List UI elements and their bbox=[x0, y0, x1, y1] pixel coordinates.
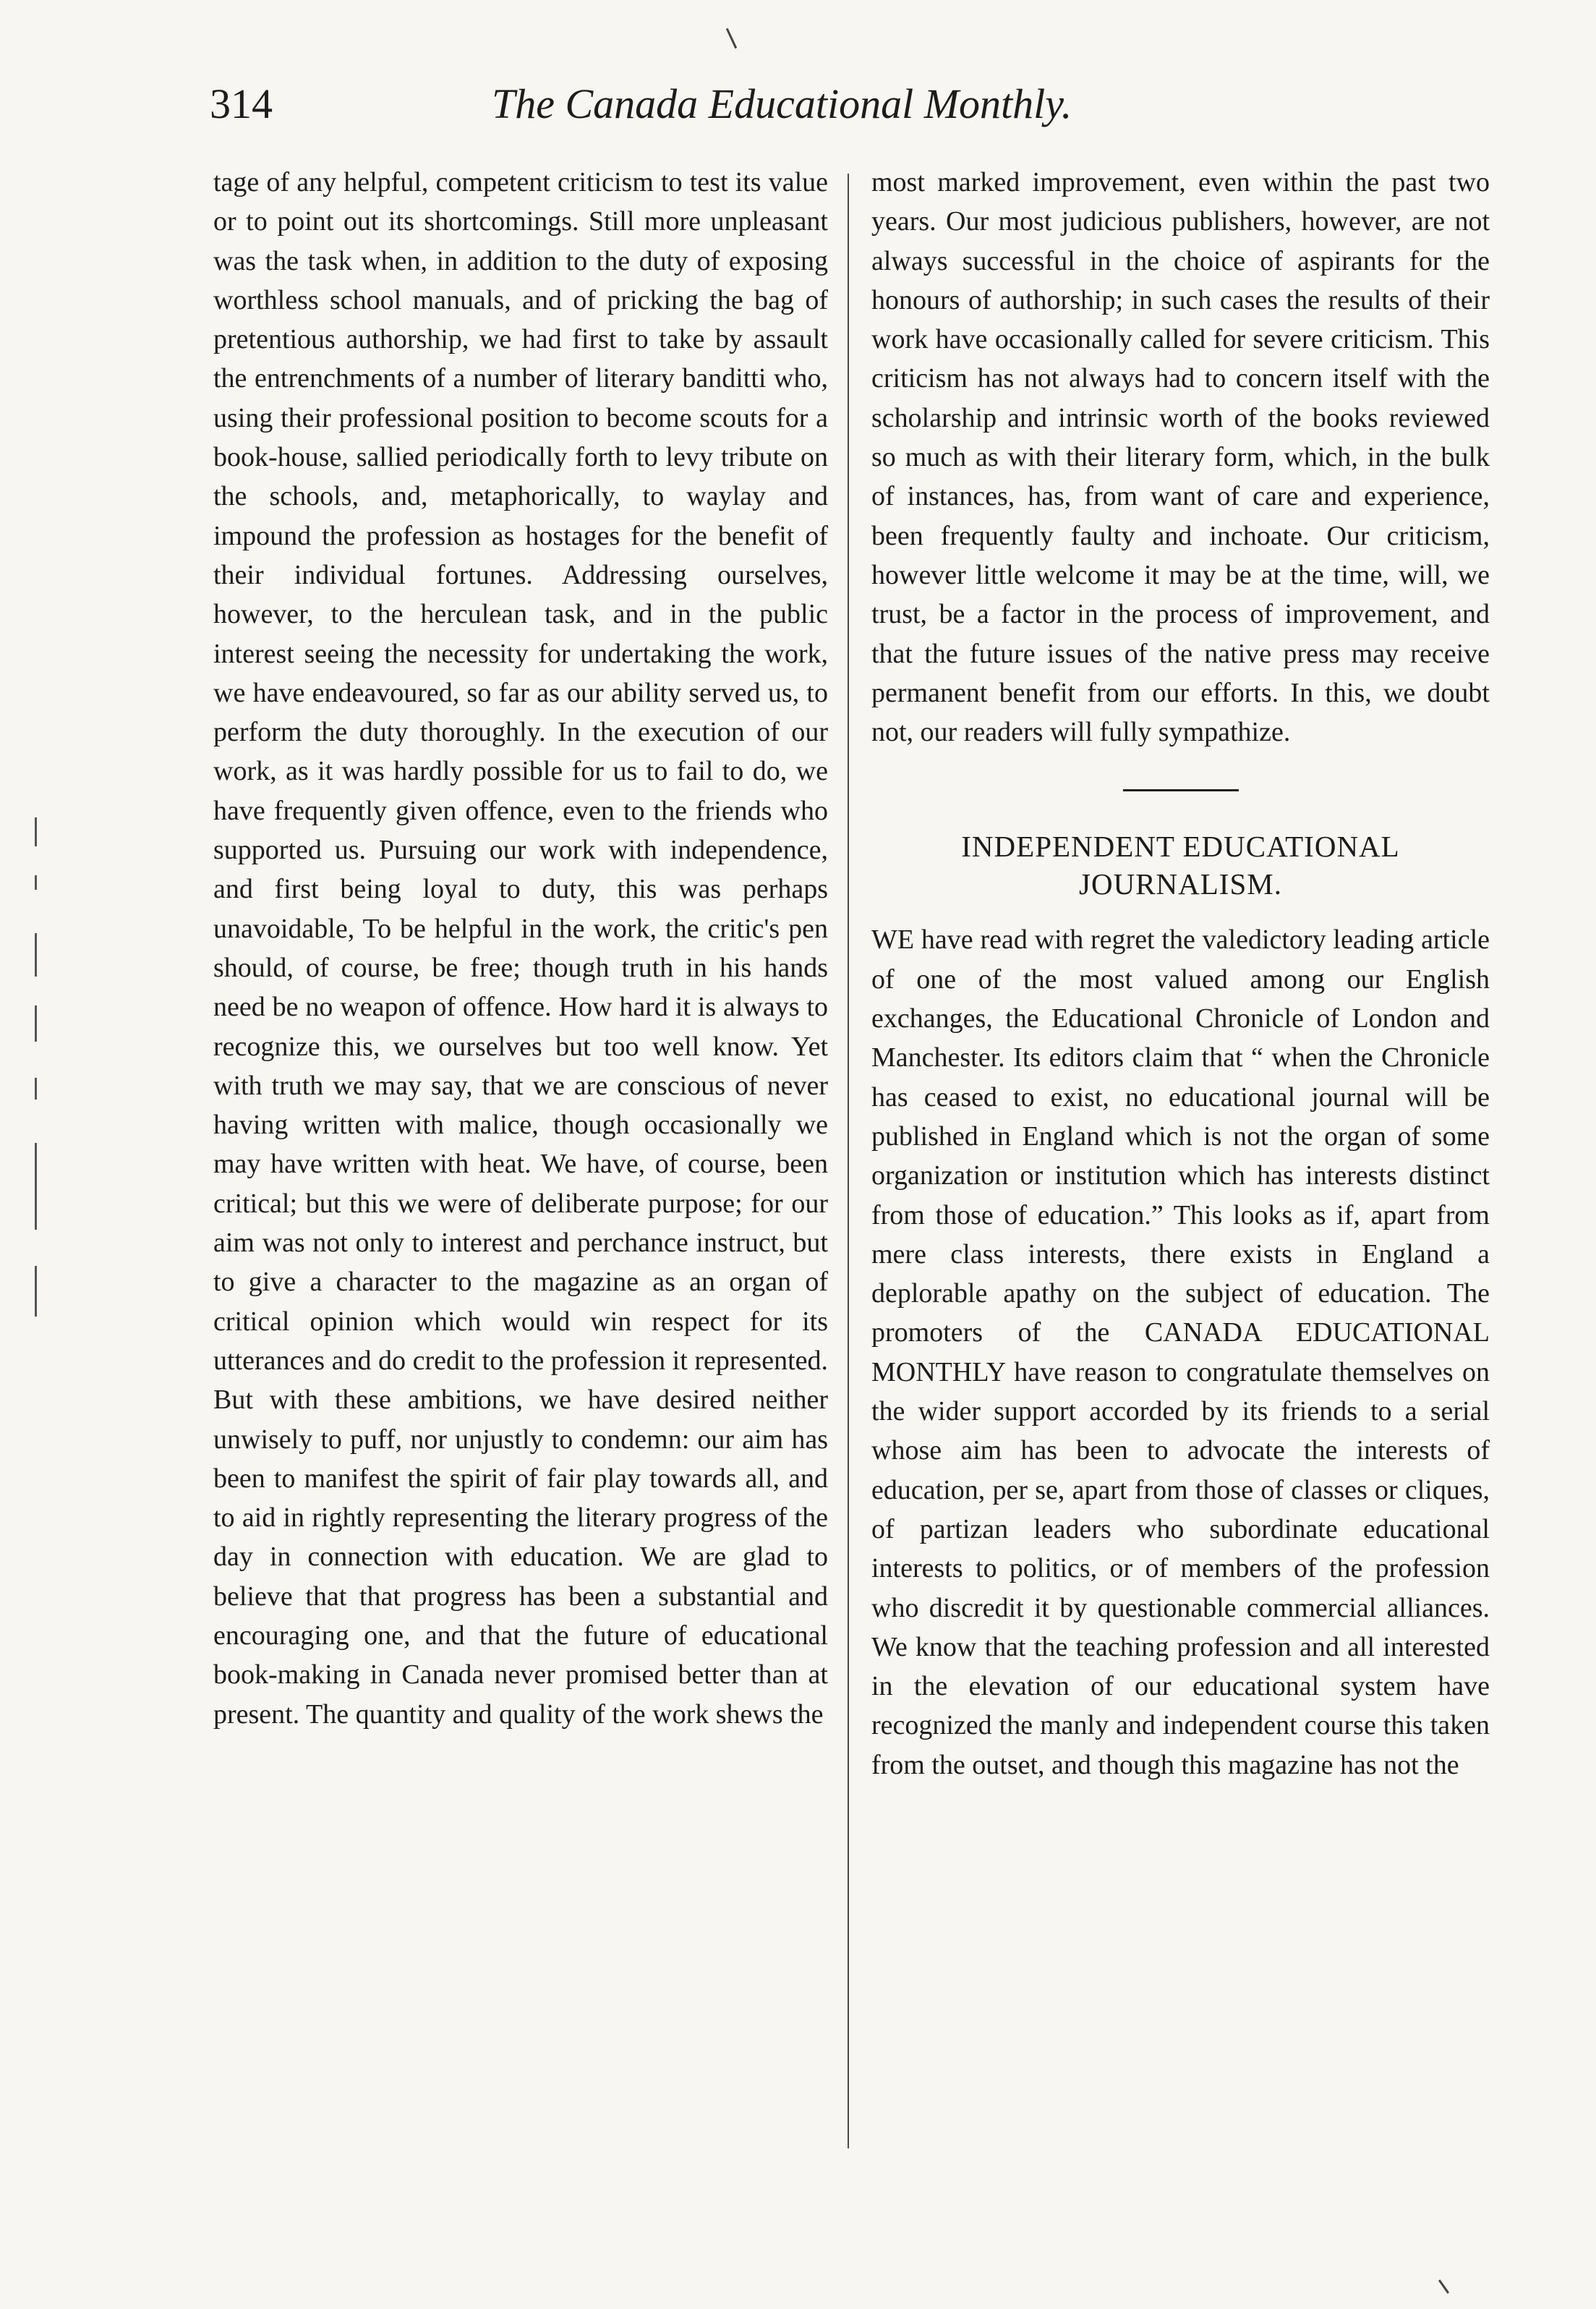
page-header bbox=[202, 80, 1504, 145]
page-number: 314 bbox=[210, 80, 273, 127]
body-paragraph: tage of any helpful, competent criticism to test its value or to point out its shortcomings. Still more unpleasant was the task when, in addition to the duty of exposing worthless school manuals, and of pricking the bag of pretentious authorship, we had first to take by assault the entrenchments of a number of literary banditti who, using their professional position to become scouts for a book-house, sallied periodically forth to levy tribute on the schools, and, metaphorically, to waylay and impound the profession as hostages for the benefit of their individual fortunes. Addressing ourselves, however, to the herculean task, and in the public interest seeing the necessity for undertaking the work, we have endeavoured, so far as our ability served us, to perform the duty thoroughly. In the execution of our work, as it was hardly possible for us to fail to do, we have frequently given offence, even to the friends who supported us. Pursuing our work with independence, and first being loyal to duty, this was perhaps unavoidable, To be helpful in the work, the critic's pen should, of course, be free; though truth in his hands need be no weapon of offence. How hard it is always to recognize this, we ourselves but too well know. Yet with truth we may say, that we are conscious of never having written with malice, though occasionally we may have written with heat. We have, of course, been critical; but this we were of deliberate purpose; for our aim was not only to interest and perchance instruct, but to give a character to the magazine as an organ of critical opinion which would win respect for its utterances and do credit to the profession it represented. But with these ambitions, we have desired neither unwisely to puff, nor unjustly to condemn: our aim has been to manifest the spirit of fair play towards all, and to aid in rightly representing the literary progress of the day in connection with education. We are glad to believe that that progress has been a substantial and encouraging one, and that the future of educational book-making in Canada never promised better than at present. The quantity and quality of the work shews the bbox=[213, 167, 828, 1730]
section-heading bbox=[871, 828, 1490, 903]
left-column bbox=[213, 163, 828, 1734]
margin-marks bbox=[29, 817, 51, 1324]
body-paragraph: WE have read with regret the valedictory leading article of one of the most valued among our English exchanges, the Educational Chronicle of London and Manchester. Its editors claim that “ when the Chronicle has ceased to exist, no educational journal will be published in England which is not the organ of some organization or institution which has interests distinct from those of education.” This looks as if, apart from mere class interests, there exists in England a deplorable apathy on the subject of education. The promoters of the CANADA EDUCATIONAL MONTHLY have reason to congratulate themselves on the wider support accorded by its friends to a serial whose aim has been to advocate the interests of education, per se, apart from those of classes or cliques, of partizan leaders who subordinate educational interests to politics, or of members of the profession who discredit it by questionable commercial alliances. We know that the teaching profession and all interested in the elevation of our educational system have recognized the manly and independent course this taken from the outset, and though this magazine has not the bbox=[871, 924, 1490, 1780]
scan-mark-bottom bbox=[1438, 2279, 1449, 2294]
body-paragraph: most marked improvement, even within the past two years. Our most judicious publishers, however, are not always successful in the choice of aspirants for the honours of authorship; in such cases the results of their work have occasionally called for severe criticism. This criticism has not always had to concern itself with the scholarship and intrinsic worth of the books reviewed so much as with their literary form, which, in the bulk of instances, has, from want of care and experience, been frequently faulty and inchoate. Our criticism, however little welcome it may be at the time, will, we trust, be a factor in the process of improvement, and that the future issues of the native press may receive permanent benefit from our efforts. In this, we doubt not, our readers will fully sympathize. bbox=[871, 167, 1490, 748]
section-heading-line: INDEPENDENT EDUCATIONAL bbox=[961, 830, 1400, 864]
scan-mark-top bbox=[726, 28, 737, 48]
section-rule bbox=[1123, 789, 1239, 791]
section-heading-line: JOURNALISM. bbox=[1079, 867, 1282, 901]
right-column bbox=[871, 163, 1490, 1785]
running-title: The Canada Educational Monthly. bbox=[492, 80, 1072, 127]
column-divider bbox=[848, 174, 849, 2148]
